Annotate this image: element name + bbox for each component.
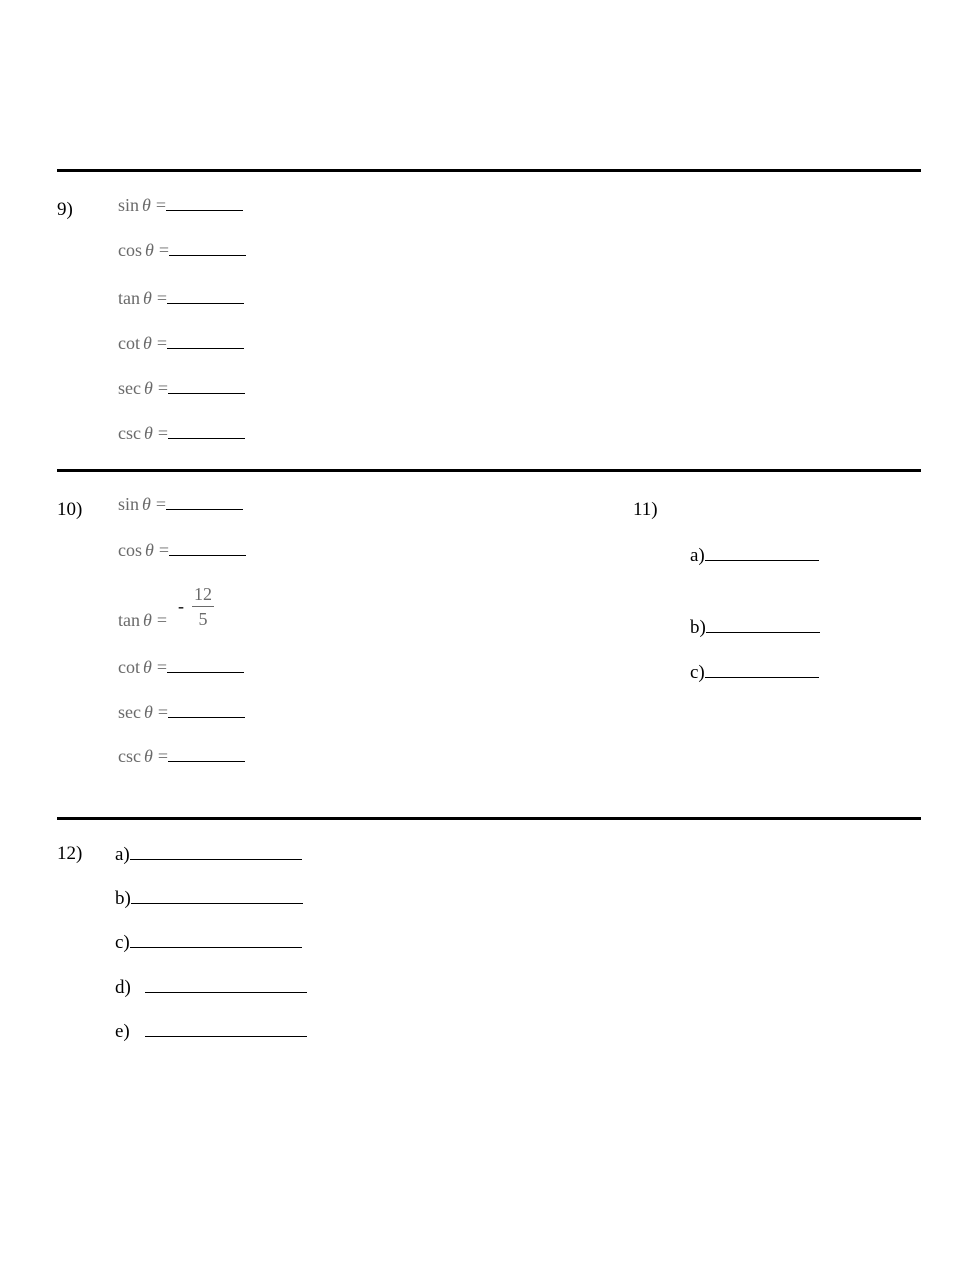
trig-func-label: sec [118, 702, 141, 722]
part-label: a) [115, 844, 130, 865]
part-label: c) [690, 662, 705, 683]
equals-sign: = [158, 240, 169, 260]
answer-blank[interactable] [130, 843, 302, 860]
q10-tan-row [118, 610, 167, 631]
q10-csc-row [118, 745, 245, 767]
trig-func-label: sin [118, 195, 140, 215]
answer-blank[interactable] [167, 332, 244, 349]
q12-part-a [115, 843, 302, 866]
q12-part-e [115, 1020, 307, 1043]
q9-cos-row [118, 239, 246, 261]
q12-part-b [115, 887, 303, 910]
part-label: b) [690, 617, 706, 638]
q9-cot-row [118, 332, 244, 354]
q10-sec-row [118, 701, 245, 723]
q9-csc-row [118, 422, 245, 444]
theta-symbol: θ [143, 378, 153, 398]
trig-func-label: csc [118, 423, 141, 443]
theta-symbol: θ [143, 288, 152, 308]
answer-blank[interactable] [168, 422, 245, 439]
q12-part-d [115, 976, 307, 999]
q10-cot-row [118, 656, 244, 678]
trig-func-label: cot [118, 657, 140, 677]
q9-tan-row [118, 287, 244, 309]
q11-part-a [690, 544, 819, 567]
theta-symbol: θ [143, 333, 152, 353]
equals-sign: = [156, 288, 167, 308]
q9-sin-row [118, 194, 243, 216]
trig-func-label: sec [118, 378, 141, 398]
answer-blank[interactable] [145, 976, 307, 993]
answer-blank[interactable] [168, 377, 245, 394]
fraction-denominator: 5 [198, 609, 208, 629]
answer-blank[interactable] [705, 544, 819, 561]
fraction-numerator: 12 [192, 584, 214, 607]
tan-value-sign: - [178, 596, 184, 616]
equals-sign: = [156, 610, 167, 630]
theta-symbol: θ [143, 746, 153, 766]
trig-func-label: cos [118, 540, 142, 560]
theta-symbol: θ [142, 494, 151, 514]
equals-sign: = [158, 540, 169, 560]
answer-blank[interactable] [166, 493, 243, 510]
answer-blank[interactable] [145, 1020, 307, 1037]
trig-func-label: tan [118, 610, 140, 630]
theta-symbol: θ [142, 195, 151, 215]
answer-blank[interactable] [167, 656, 244, 673]
q9-sec-row [118, 377, 245, 399]
equals-sign: = [156, 657, 167, 677]
question-10-number: 10) [57, 499, 83, 520]
section-divider-bottom [57, 817, 921, 820]
equals-sign: = [157, 702, 168, 722]
trig-func-label: cos [118, 240, 142, 260]
question-11-number: 11) [633, 499, 658, 520]
trig-func-label: tan [118, 288, 140, 308]
trig-func-label: sin [118, 494, 140, 514]
answer-blank[interactable] [168, 701, 245, 718]
equals-sign: = [155, 195, 167, 215]
q11-part-c [690, 661, 819, 684]
section-divider-middle [57, 469, 921, 472]
theta-symbol: θ [145, 540, 154, 560]
theta-symbol: θ [143, 657, 152, 677]
q11-part-b [690, 616, 820, 639]
equals-sign: = [157, 378, 168, 398]
q10-sin-row [118, 493, 243, 515]
answer-blank[interactable] [169, 239, 246, 256]
answer-blank[interactable] [168, 745, 245, 762]
answer-blank[interactable] [705, 661, 819, 678]
answer-blank[interactable] [166, 194, 243, 211]
equals-sign: = [155, 494, 167, 514]
theta-symbol: θ [143, 423, 153, 443]
part-label: c) [115, 932, 130, 953]
q12-part-c [115, 931, 302, 954]
theta-symbol: θ [143, 702, 153, 722]
answer-blank[interactable] [706, 616, 820, 633]
part-label: a) [690, 545, 705, 566]
answer-blank[interactable] [167, 287, 244, 304]
part-label: b) [115, 888, 131, 909]
section-divider-top [57, 169, 921, 172]
part-label: e) [115, 1021, 130, 1042]
theta-symbol: θ [145, 240, 154, 260]
answer-blank[interactable] [169, 539, 246, 556]
question-12-number: 12) [57, 843, 83, 864]
tan-value-fraction [192, 584, 214, 630]
part-label: d) [115, 977, 131, 998]
equals-sign: = [156, 333, 167, 353]
theta-symbol: θ [143, 610, 152, 630]
answer-blank[interactable] [130, 931, 302, 948]
trig-func-label: csc [118, 746, 141, 766]
answer-blank[interactable] [131, 887, 303, 904]
equals-sign: = [157, 746, 168, 766]
equals-sign: = [157, 423, 168, 443]
question-9-number: 9) [57, 199, 73, 220]
q10-cos-row [118, 539, 246, 561]
trig-func-label: cot [118, 333, 140, 353]
